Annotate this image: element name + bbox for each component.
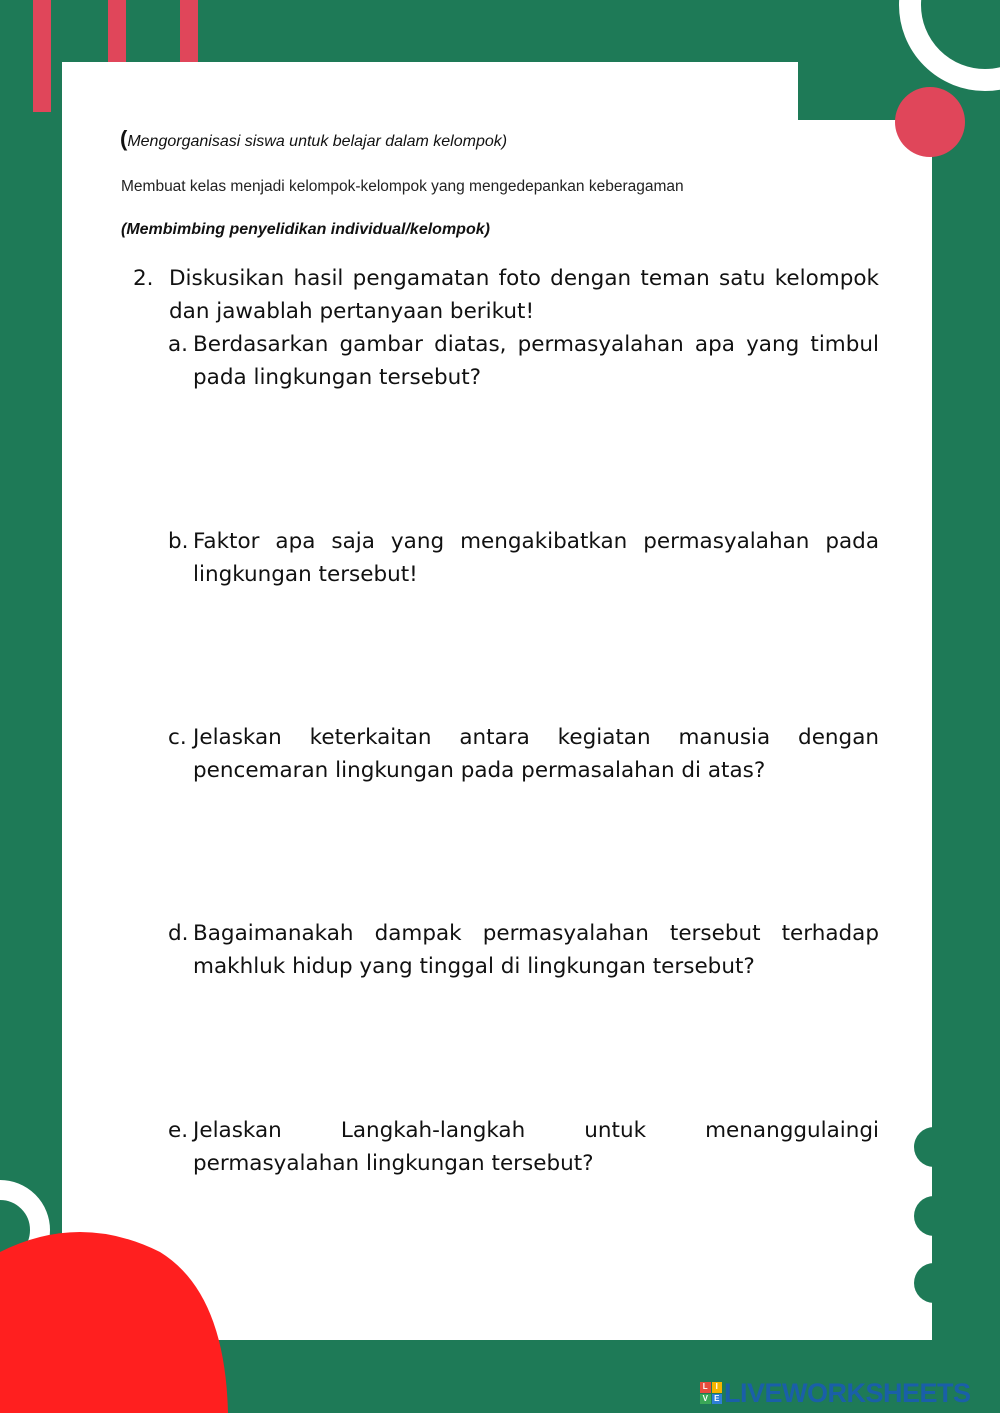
activity-description: Membuat kelas menjadi kelompok-kelompok yang mengedepankan keberagaman: [121, 178, 684, 195]
liveworksheets-logo: [700, 1378, 971, 1408]
sub-question-letter: c.: [168, 725, 187, 750]
sub-question-text: Jelaskan keterkaitan antara kegiatan manusia dengan pencemaran lingkungan pada permasalahan di atas?: [193, 725, 879, 783]
phase-heading-organize: [120, 126, 507, 152]
question-text: Diskusikan hasil pengamatan foto dengan teman satu kelompok dan jawablah pertanyaan berikut!: [169, 266, 879, 324]
decor-red-bar-1: [33, 0, 51, 112]
phase-heading-paren: (: [120, 126, 128, 151]
question-number: 2.: [133, 266, 154, 291]
phase-heading-investigate: (Membimbing penyelidikan individual/kelompok): [121, 221, 490, 238]
sub-question-letter: a.: [168, 332, 189, 357]
sub-question-text: Berdasarkan gambar diatas, permasyalahan apa yang timbul pada lingkungan tersebut?: [193, 332, 879, 390]
sub-question-letter: b.: [168, 529, 189, 554]
sub-question-letter: d.: [168, 921, 189, 946]
sub-question-letter: e.: [168, 1118, 189, 1143]
liveworksheets-logo-icon: [700, 1382, 722, 1404]
decor-red-dot-top-right: [894, 86, 966, 158]
logo-icon-letter-e: E: [712, 1394, 723, 1405]
sub-question-text: Faktor apa saja yang mengakibatkan permasyalahan pada lingkungan tersebut!: [193, 529, 879, 587]
sub-question-text: Bagaimanakah dampak permasyalahan tersebut terhadap makhluk hidup yang tinggal di lingkungan tersebut?: [193, 921, 879, 979]
sub-question-text: Jelaskan Langkah-langkah untuk menanggulaingi permasyalahan lingkungan tersebut?: [193, 1118, 879, 1176]
decor-red-half-circle-bottom-left: [0, 1222, 230, 1413]
logo-icon-letter-v: V: [700, 1394, 711, 1405]
phase-heading-organize-text: Mengorganisasi siswa untuk belajar dalam kelompok): [127, 133, 508, 150]
logo-icon-letter-i: I: [712, 1382, 723, 1393]
decor-green-dots-right: [912, 1125, 942, 1325]
decor-ring-top-right: [870, 0, 1000, 100]
liveworksheets-logo-text: LIVEWORKSHEETS: [724, 1377, 971, 1408]
logo-icon-letter-l: L: [700, 1382, 711, 1393]
